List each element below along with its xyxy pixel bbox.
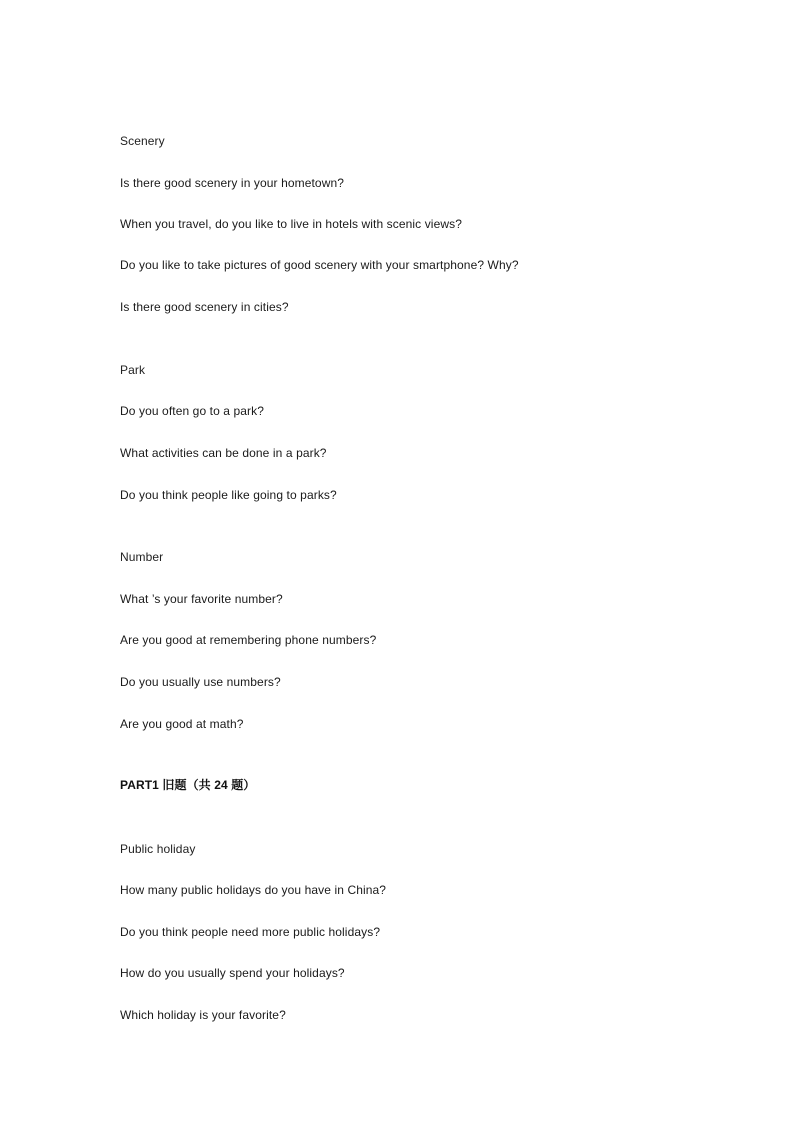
question-item: Do you think people need more public holidays? xyxy=(120,925,381,939)
question-item: Do you usually use numbers? xyxy=(120,675,281,689)
question-item: Is there good scenery in cities? xyxy=(120,300,289,314)
question-item: Do you think people like going to parks? xyxy=(120,488,337,502)
section-heading-public-holiday: Public holiday xyxy=(120,842,196,856)
question-item: Do you like to take pictures of good scenery with your smartphone? Why? xyxy=(120,258,519,272)
section-heading-scenery: Scenery xyxy=(120,134,165,148)
question-item: How many public holidays do you have in China? xyxy=(120,883,387,897)
question-item: When you travel, do you like to live in hotels with scenic views? xyxy=(120,217,462,231)
question-item: Is there good scenery in your hometown? xyxy=(120,176,345,190)
question-item: Are you good at remembering phone numbers? xyxy=(120,633,377,647)
question-item: Are you good at math? xyxy=(120,717,244,731)
part-heading: PART1 旧题（共 24 题） xyxy=(120,778,256,792)
question-item: How do you usually spend your holidays? xyxy=(120,966,345,980)
question-item: Do you often go to a park? xyxy=(120,404,265,418)
question-item: What activities can be done in a park? xyxy=(120,446,327,460)
question-item: Which holiday is your favorite? xyxy=(120,1008,286,1022)
section-heading-number: Number xyxy=(120,550,164,564)
question-item: What ’s your favorite number? xyxy=(120,592,283,606)
section-heading-park: Park xyxy=(120,363,146,377)
